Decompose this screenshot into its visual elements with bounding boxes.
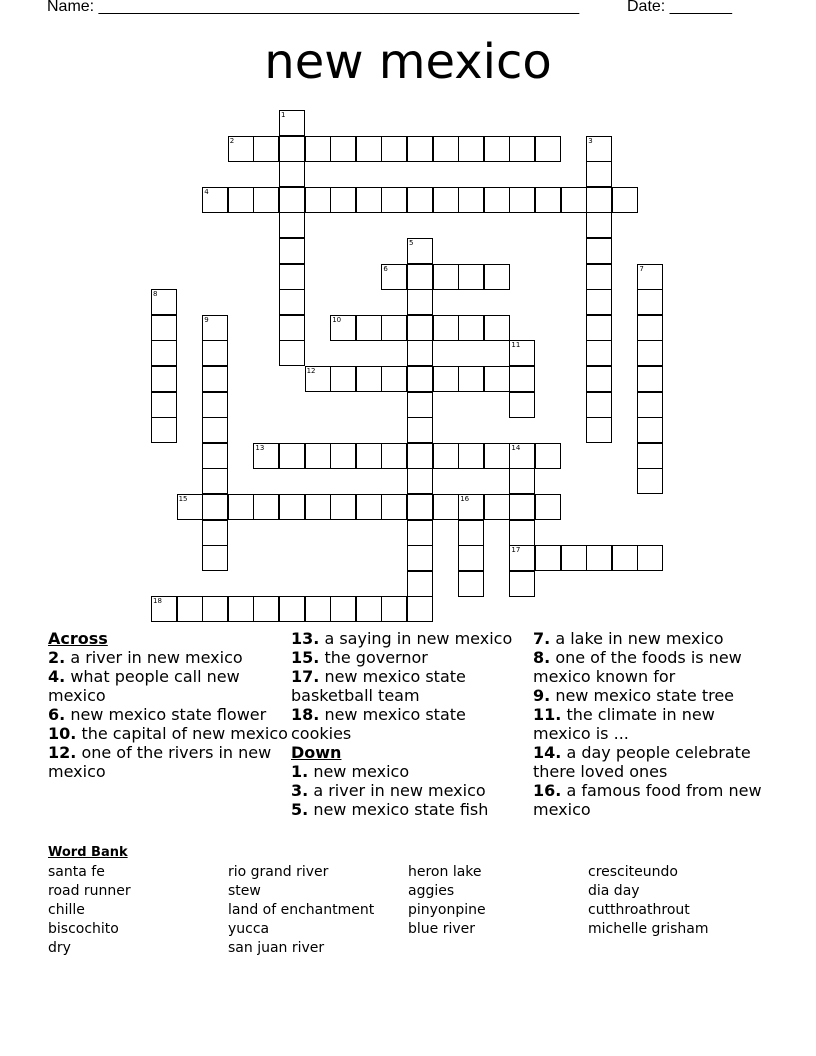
clue-text: the climate in new mexico is ... [533,705,715,743]
grid-cell[interactable] [279,315,305,341]
word-bank-entry: land of enchantment [228,902,375,918]
clue-number-17: 17 [511,546,521,555]
grid-cell[interactable] [151,315,177,341]
grid-cell[interactable] [356,366,382,392]
grid-cell[interactable] [637,392,663,418]
clue-number: 4. [48,667,66,686]
grid-cell[interactable] [509,494,535,520]
grid-cell[interactable] [637,289,663,315]
grid-cell[interactable] [586,212,612,238]
grid-cell[interactable] [637,545,663,571]
clue-text: the capital of new mexico [81,724,288,743]
clue-number: 13. [291,629,320,648]
clue [533,705,773,743]
grid-cell[interactable] [637,417,663,443]
word-bank-entry: dia day [588,883,640,899]
clue-number: 5. [291,800,309,819]
grid-cell[interactable] [330,494,356,520]
clue-number: 14. [533,743,562,762]
clues-column-2 [291,629,531,819]
grid-cell[interactable] [407,571,433,597]
grid-cell[interactable] [509,136,535,162]
clue-number-10: 10 [332,315,342,324]
grid-cell[interactable] [637,315,663,341]
grid-cell[interactable] [561,545,587,571]
grid-cell[interactable] [458,366,484,392]
grid-cell[interactable] [279,596,305,622]
grid-cell[interactable] [637,366,663,392]
clue-text: a saying in new mexico [324,629,513,648]
clue [291,762,531,781]
clue-number: 8. [533,648,551,667]
word-bank-entry: cutthroathrout [588,902,690,918]
grid-cell[interactable] [253,596,279,622]
clue-number-12: 12 [306,367,316,375]
across-clue-list-continued [291,629,531,743]
clue-number: 9. [533,686,551,705]
grid-cell[interactable] [381,596,407,622]
grid-cell[interactable] [407,315,433,341]
clue [48,724,288,743]
grid-cell[interactable] [279,264,305,290]
word-bank-title: Word Bank [48,845,128,860]
grid-cell[interactable] [433,443,459,469]
grid-cell[interactable] [637,468,663,494]
word-bank-entry: pinyonpine [408,902,486,918]
clue-text: new mexico state fish [313,800,489,819]
word-bank-entry: rio grand river [228,864,329,880]
grid-cell[interactable] [253,136,279,162]
clue-text: new mexico state basketball team [291,667,466,705]
grid-cell[interactable] [407,468,433,494]
grid-cell[interactable] [484,264,510,290]
grid-cell[interactable] [484,315,510,341]
clue [533,686,773,705]
clue-number-5: 5 [409,239,414,247]
clue-text: a day people celebrate there loved ones [533,743,751,781]
grid-cell[interactable] [305,443,331,469]
clue-text: a famous food from new mexico [533,781,762,819]
word-bank-entry: chille [48,902,85,918]
grid-cell[interactable] [484,366,510,392]
grid-cell[interactable] [202,468,228,494]
grid-cell[interactable] [612,545,638,571]
clue-number-8: 8 [153,290,158,299]
word-bank-entry: aggies [408,883,455,899]
word-bank-entry: road runner [48,883,131,899]
clue [48,648,288,667]
grid-cell[interactable] [279,238,305,264]
grid-cell[interactable] [356,315,382,341]
grid-cell[interactable] [253,494,279,520]
word-bank-entry: cresciteundo [588,864,678,880]
clue-number-3: 3 [588,136,593,145]
clue [291,800,531,819]
grid-cell[interactable] [305,187,331,213]
grid-cell[interactable] [586,417,612,443]
grid-cell[interactable] [330,443,356,469]
grid-cell[interactable] [407,596,433,622]
clue-text: one of the rivers in new mexico [48,743,272,781]
grid-cell[interactable] [612,187,638,213]
grid-cell[interactable] [305,596,331,622]
clue-number-4: 4 [204,187,209,196]
grid-cell[interactable] [279,443,305,469]
grid-cell[interactable] [535,494,561,520]
clue-text: what people call new mexico [48,667,240,705]
grid-cell[interactable] [433,264,459,290]
grid-cell[interactable] [279,340,305,366]
clue-number: 15. [291,648,320,667]
grid-cell[interactable] [407,417,433,443]
clue [48,743,288,781]
word-bank-column [228,863,374,958]
word-bank-entry: biscochito [48,921,119,937]
grid-cell[interactable] [228,187,254,213]
word-bank-entry: michelle grisham [588,921,709,937]
clue-number-7: 7 [639,264,644,273]
grid-cell[interactable] [202,340,228,366]
clue [533,743,773,781]
grid-cell[interactable] [586,289,612,315]
clue-text: new mexico [313,762,410,781]
grid-cell[interactable] [253,187,279,213]
grid-cell[interactable] [458,315,484,341]
grid-cell[interactable] [484,136,510,162]
grid-cell[interactable] [151,340,177,366]
grid-cell[interactable] [407,340,433,366]
grid-cell[interactable] [381,315,407,341]
grid-cell[interactable] [509,571,535,597]
clue-number: 10. [48,724,77,743]
grid-cell[interactable] [407,545,433,571]
grid-cell[interactable] [279,494,305,520]
grid-cell[interactable] [586,545,612,571]
clue [533,629,773,648]
name-line: Name: ______________________________________________________ [47,0,580,15]
grid-cell[interactable] [202,366,228,392]
grid-cell[interactable] [433,187,459,213]
clue-number-16: 16 [460,495,470,503]
clue [48,667,288,705]
clue-number-2: 2 [229,136,235,145]
grid-cell[interactable] [356,187,382,213]
grid-cell[interactable] [356,596,382,622]
clue [533,648,773,686]
grid-cell[interactable] [381,443,407,469]
grid-cell[interactable] [586,238,612,264]
grid-cell[interactable] [509,468,535,494]
grid-cell[interactable] [458,520,484,546]
grid-cell[interactable] [509,187,535,213]
grid-cell[interactable] [202,392,228,418]
grid-cell[interactable] [407,136,433,162]
clue-text: the governor [324,648,428,667]
grid-cell[interactable] [381,494,407,520]
grid-cell[interactable] [330,596,356,622]
clue-number-9: 9 [204,315,209,324]
across-clue-list [48,648,288,781]
clue [291,781,531,800]
grid-cell[interactable] [407,494,433,520]
grid-cell[interactable] [151,366,177,392]
clue-number-15: 15 [178,495,188,503]
grid-cell[interactable] [279,136,305,162]
page-title: new mexico [264,34,552,90]
grid-cell[interactable] [586,264,612,290]
clue-number-13: 13 [255,443,265,452]
clue-number: 1. [291,762,309,781]
clue-number-11: 11 [511,341,521,350]
grid-cell[interactable] [458,264,484,290]
grid-cell[interactable] [279,187,305,213]
clue-text: new mexico state tree [555,686,735,705]
grid-cell[interactable] [356,136,382,162]
down-clue-list [291,762,531,819]
grid-cell[interactable] [458,443,484,469]
grid-cell[interactable] [202,596,228,622]
grid-cell[interactable] [330,366,356,392]
word-bank-entry: santa fe [48,864,105,880]
grid-cell[interactable] [151,392,177,418]
grid-cell[interactable] [586,392,612,418]
grid-cell[interactable] [407,289,433,315]
clue [291,705,531,743]
grid-cell[interactable] [433,136,459,162]
grid-cell[interactable] [407,443,433,469]
grid-cell[interactable] [305,136,331,162]
clue [291,667,531,705]
across-heading: Across [48,629,108,648]
grid-cell[interactable] [433,494,459,520]
clue [291,648,531,667]
clue [48,705,288,724]
word-bank-entry: blue river [408,921,476,937]
word-bank-entry: stew [228,883,261,899]
grid-cell[interactable] [407,366,433,392]
grid-cell[interactable] [637,443,663,469]
clue-number: 16. [533,781,562,800]
word-bank-entry: yucca [228,921,270,937]
word-bank-column [588,863,708,939]
clue-number: 3. [291,781,309,800]
clue-number: 11. [533,705,562,724]
grid-cell[interactable] [509,366,535,392]
grid-cell[interactable] [381,366,407,392]
word-bank-entry: san juan river [228,940,325,956]
clue-number: 7. [533,629,551,648]
grid-cell[interactable] [202,443,228,469]
grid-cell[interactable] [407,520,433,546]
grid-cell[interactable] [586,187,612,213]
grid-cell[interactable] [381,187,407,213]
clue-number-6: 6 [383,264,388,273]
grid-cell[interactable] [637,340,663,366]
down-clue-list-continued [533,629,773,819]
grid-cell[interactable] [202,417,228,443]
word-bank-column [408,863,486,939]
grid-cell[interactable] [458,545,484,571]
grid-cell[interactable] [433,315,459,341]
grid-cell[interactable] [177,596,203,622]
grid-cell[interactable] [407,392,433,418]
grid-cell[interactable] [356,443,382,469]
grid-cell[interactable] [484,494,510,520]
clue-text: a river in new mexico [70,648,243,667]
clues-column-3 [533,629,773,819]
grid-cell[interactable] [279,289,305,315]
clue-text: one of the foods is new mexico known for [533,648,742,686]
grid-cell[interactable] [279,212,305,238]
clues-column-1 [48,629,288,781]
grid-cell[interactable] [458,571,484,597]
word-bank-column [48,863,131,958]
grid-cell[interactable] [484,443,510,469]
grid-cell[interactable] [407,187,433,213]
grid-cell[interactable] [202,545,228,571]
clue-text: new mexico state cookies [291,705,466,743]
word-bank-entry: heron lake [408,864,482,880]
grid-cell[interactable] [484,187,510,213]
clue-text: new mexico state flower [70,705,267,724]
clue [533,781,773,819]
clue-number-18: 18 [153,597,162,606]
clue-number: 18. [291,705,320,724]
clue-number: 12. [48,743,77,762]
grid-cell[interactable] [279,161,305,187]
clue [291,629,531,648]
grid-cell[interactable] [561,187,587,213]
grid-cell[interactable] [586,161,612,187]
word-bank-entry: dry [48,940,71,956]
clue-number: 2. [48,648,66,667]
clue-number: 17. [291,667,320,686]
grid-cell[interactable] [535,545,561,571]
date-line: Date: _______ [627,0,732,15]
grid-cell[interactable] [228,596,254,622]
clue-text: a lake in new mexico [555,629,724,648]
grid-cell[interactable] [202,520,228,546]
clue-number: 6. [48,705,66,724]
grid-cell[interactable] [305,494,331,520]
grid-cell[interactable] [458,187,484,213]
clue-text: a river in new mexico [313,781,486,800]
grid-cell[interactable] [228,494,254,520]
grid-cell[interactable] [535,443,561,469]
grid-cell[interactable] [151,417,177,443]
grid-cell[interactable] [356,494,382,520]
down-heading: Down [291,743,342,762]
grid-cell[interactable] [535,136,561,162]
grid-cell[interactable] [509,520,535,546]
grid-cell[interactable] [535,187,561,213]
grid-cell[interactable] [433,366,459,392]
clue-number-14: 14 [511,443,521,452]
grid-cell[interactable] [330,187,356,213]
grid-cell[interactable] [509,392,535,418]
grid-cell[interactable] [458,136,484,162]
grid-cell[interactable] [381,136,407,162]
grid-cell[interactable] [330,136,356,162]
grid-cell[interactable] [586,340,612,366]
clue-number-1: 1 [281,111,286,119]
grid-cell[interactable] [202,494,228,520]
grid-cell[interactable] [586,315,612,341]
grid-cell[interactable] [586,366,612,392]
grid-cell[interactable] [407,264,433,290]
